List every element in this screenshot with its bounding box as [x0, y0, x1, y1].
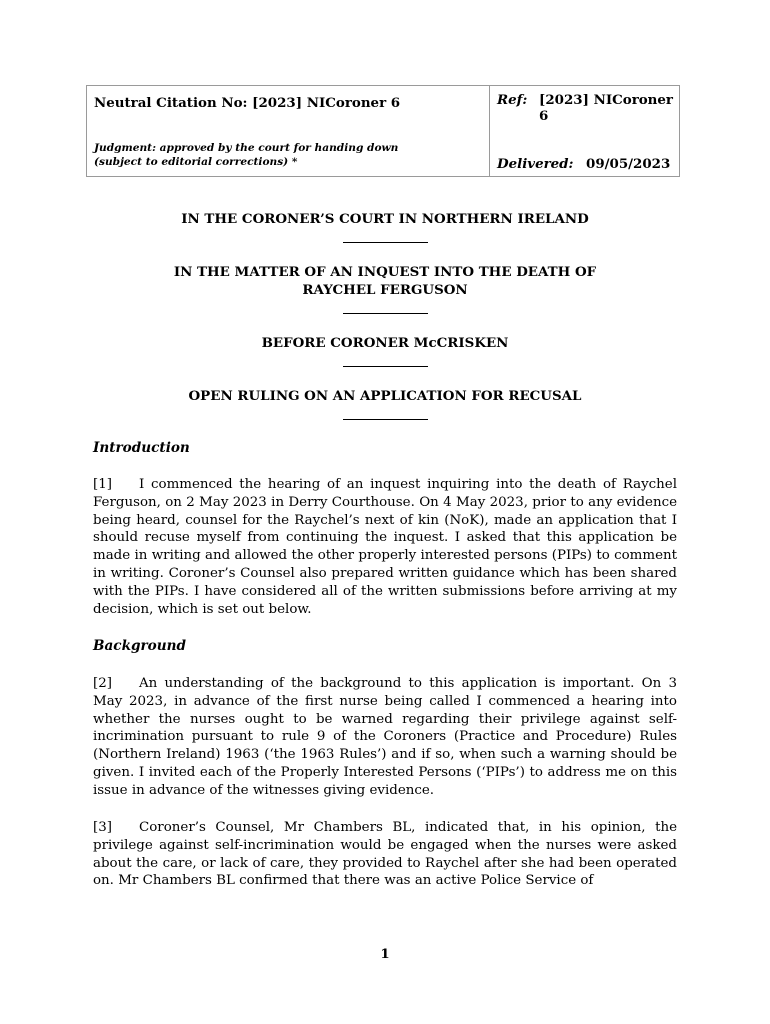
heading-rule — [343, 242, 428, 243]
ref-label: Ref: — [497, 92, 528, 108]
neutral-citation: Neutral Citation No: [2023] NICoroner 6 — [94, 95, 401, 111]
approval-note: Judgment: approved by the court for handing down (subject to editorial corrections) * — [94, 142, 399, 168]
paragraph-number: [3] — [93, 820, 112, 835]
ref-value: [2023] NICoroner 6 — [539, 92, 673, 124]
paragraph-text: Coroner’s Counsel, Mr Chambers BL, indicated that, in his opinion, the privilege against self-incrimination would be engaged when the nurses were asked about the care, or lack of care, they provided to Raychel after she had been operated on. Mr Chambers BL confirmed that there was an active Police Service of — [93, 820, 677, 889]
delivered-date: 09/05/2023 — [586, 156, 671, 172]
heading-rule — [343, 419, 428, 420]
paragraph-text: I commenced the hearing of an inquest inquiring into the death of Raychel Ferguson, on 2 May 2023 in Derry Courthouse. On 4 May 2023, prior to any evidence being heard, counsel for the Raychel’s next of kin (NoK), made an application that I should recuse myself from continuing the inquest. I asked that this application be made in writing and allowed the other properly interested persons (PIPs) to comment in writing. Coroner’s Counsel also prepared written guidance which has been shared with the PIPs. I have considered all of the written submissions before arriving at my decision, which is set out below. — [93, 477, 677, 617]
paragraph-text: An understanding of the background to this application is important. On 3 May 2023, in advance of the first nurse being called I commenced a hearing into whether the nurses ought to be warned regarding their privilege against self-incrimination pursuant to rule 9 of the Coroners (Practice and Procedure) Rules (Northern Ireland) 1963 (‘the 1963 Rules’) and if so, when such a warning should be given. I invited each of the Properly Interested Persons (‘PIPs’) to address me on this issue in advance of the witnesses giving evidence. — [93, 676, 677, 798]
paragraph-1 — [93, 476, 677, 618]
section-heading-background: Background — [93, 638, 186, 654]
paragraph-2 — [93, 675, 677, 800]
header-divider — [489, 86, 490, 176]
matter-heading-line1: IN THE MATTER OF AN INQUEST INTO THE DEATH OF — [173, 264, 597, 280]
paragraph-number: [1] — [93, 477, 112, 492]
heading-rule — [343, 313, 428, 314]
before-heading: BEFORE CORONER McCRISKEN — [261, 335, 509, 351]
section-heading-introduction: Introduction — [93, 440, 190, 456]
heading-rule — [343, 366, 428, 367]
paragraph-number: [2] — [93, 676, 112, 691]
page-number: 1 — [380, 946, 390, 962]
citation-header-table — [86, 85, 680, 177]
matter-heading-line2: RAYCHEL FERGUSON — [302, 282, 468, 298]
court-heading: IN THE CORONER’S COURT IN NORTHERN IRELAND — [181, 211, 589, 227]
delivered-label: Delivered: — [497, 156, 574, 172]
paragraph-3 — [93, 819, 677, 890]
ruling-heading: OPEN RULING ON AN APPLICATION FOR RECUSAL — [188, 388, 582, 404]
